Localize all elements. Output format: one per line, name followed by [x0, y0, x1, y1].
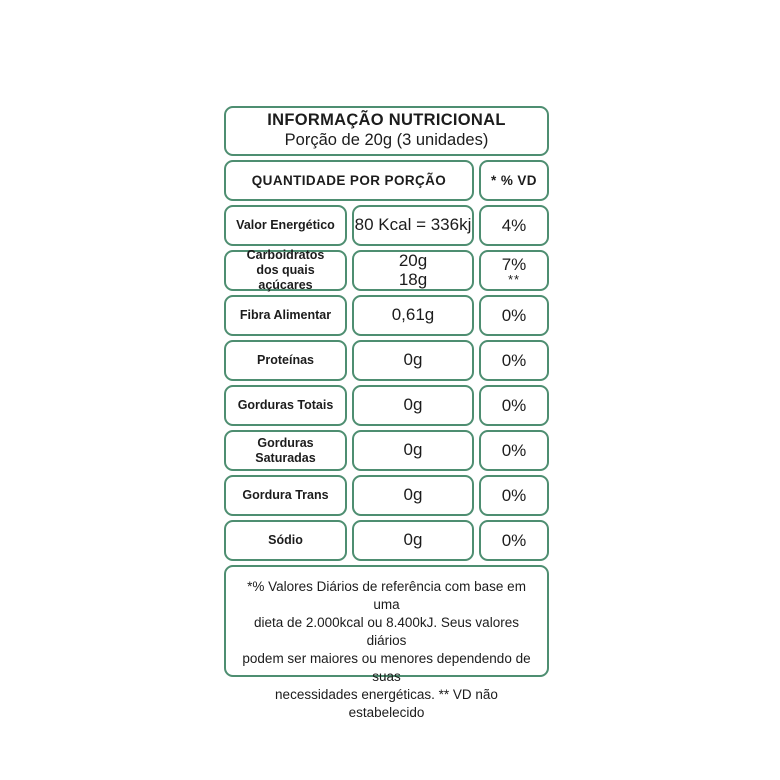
row-value	[352, 385, 474, 426]
table-title: INFORMAÇÃO NUTRICIONAL	[267, 111, 506, 130]
value-line1: 0g	[403, 350, 423, 370]
value-line1: 0g	[403, 395, 423, 415]
serving-size: Porção de 20g (3 unidades)	[284, 131, 489, 149]
table-row-gorduras-totais	[224, 385, 549, 426]
table-row-valor-energetico	[224, 205, 549, 246]
row-label: Fibra Alimentar	[224, 295, 347, 336]
row-value	[352, 295, 474, 336]
vd-line2: **	[507, 271, 521, 287]
vd-line1: 4%	[501, 215, 527, 235]
row-vd	[479, 385, 549, 426]
value-line1: 0g	[403, 485, 423, 505]
row-label: Carboidratos dos quais açúcares	[224, 250, 347, 291]
row-vd	[479, 340, 549, 381]
row-label: Gorduras Totais	[224, 385, 347, 426]
table-row-fibra-alimentar	[224, 295, 549, 336]
footnote-line: necessidades energéticas. ** VD não estabelecido	[275, 686, 498, 720]
table-row-gorduras-saturadas	[224, 430, 549, 471]
row-vd	[479, 295, 549, 336]
table-row-carboidratos	[224, 250, 549, 291]
row-vd	[479, 475, 549, 516]
row-value	[352, 205, 474, 246]
row-label: Valor Energético	[224, 205, 347, 246]
table-row-sodio	[224, 520, 549, 561]
row-value	[352, 520, 474, 561]
value-line2: 18g	[398, 269, 428, 289]
footnote	[224, 565, 549, 720]
value-line1: 0,61g	[391, 305, 435, 325]
footnote-line: dieta de 2.000kcal ou 8.400kJ. Seus valores diários	[254, 614, 519, 648]
value-line1: 0g	[403, 440, 423, 460]
value-line1: 0g	[403, 530, 423, 550]
row-label: Gorduras Saturadas	[224, 430, 347, 471]
nutrition-facts-table	[224, 106, 549, 720]
row-vd	[479, 430, 549, 471]
row-vd	[479, 250, 549, 291]
value-line1: 80 Kcal = 336kj	[354, 215, 472, 235]
table-row-gordura-trans	[224, 475, 549, 516]
row-value	[352, 475, 474, 516]
vd-line1: 0%	[501, 350, 527, 370]
column-header-vd: * % VD	[479, 160, 549, 201]
table-header	[224, 106, 549, 156]
row-value	[352, 250, 474, 291]
vd-line1: 0%	[501, 440, 527, 460]
vd-line1: 7%	[501, 254, 527, 274]
row-label: Gordura Trans	[224, 475, 347, 516]
table-row-proteinas	[224, 340, 549, 381]
vd-line1: 0%	[501, 485, 527, 505]
row-vd	[479, 520, 549, 561]
row-vd	[479, 205, 549, 246]
vd-line1: 0%	[501, 530, 527, 550]
row-label: Proteínas	[224, 340, 347, 381]
row-value	[352, 430, 474, 471]
vd-line1: 0%	[501, 395, 527, 415]
row-label: Sódio	[224, 520, 347, 561]
value-line1: 20g	[398, 250, 428, 270]
column-header-quantity: QUANTIDADE POR PORÇÃO	[224, 160, 474, 201]
footnote-line: podem ser maiores ou menores dependendo de suas	[242, 650, 531, 684]
column-header-row	[224, 160, 549, 201]
row-value	[352, 340, 474, 381]
vd-line1: 0%	[501, 305, 527, 325]
footnote-line: *% Valores Diários de referência com base em uma	[247, 579, 526, 612]
